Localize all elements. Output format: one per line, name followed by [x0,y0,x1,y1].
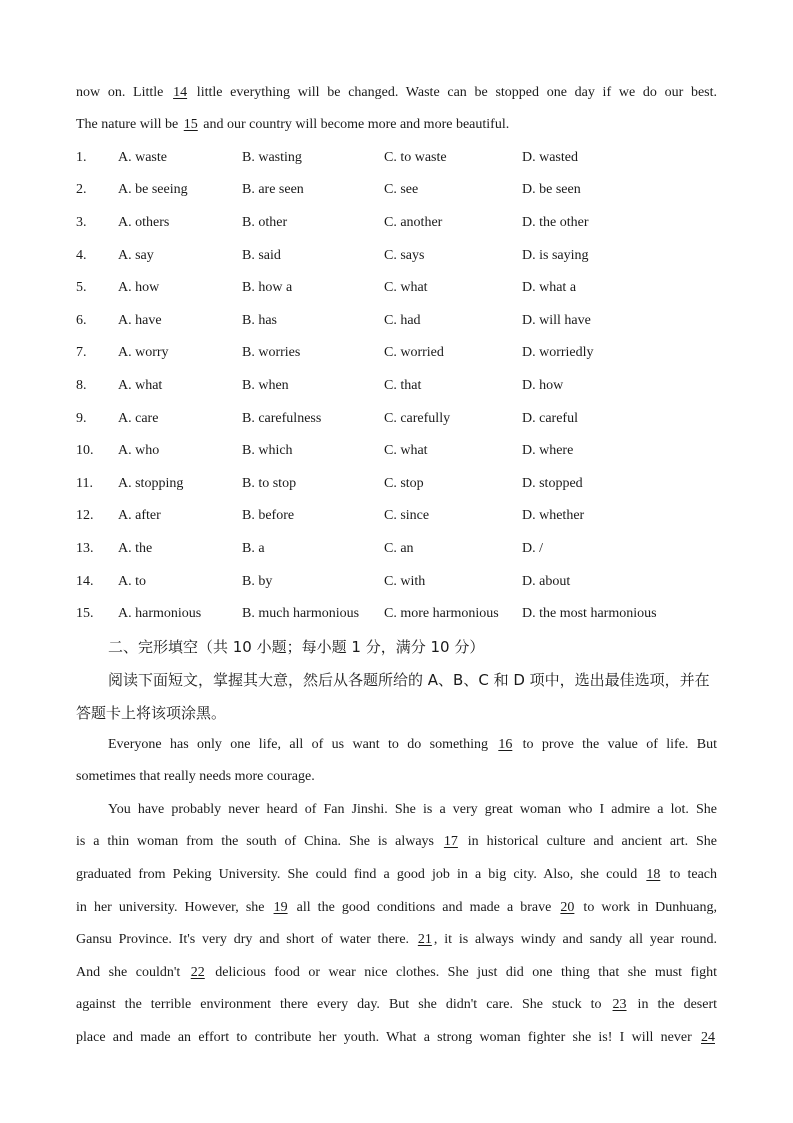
passage2-p2-line-7 [76,995,717,1015]
text-run: is a thin woman from the south of China. She is always [76,834,442,849]
blank-22: 22 [190,965,205,980]
passage2-p1-line-2: sometimes that really needs more courage. [76,769,315,784]
option-c: C. with [384,574,426,589]
passage1-line-1 [76,83,717,103]
option-c: C. had [384,313,421,328]
option-b: B. carefulness [242,411,322,426]
question-number: 9. [76,411,87,426]
option-b: B. other [242,215,288,230]
text-run: in her university. However, she [76,900,272,915]
option-a: A. who [118,443,160,458]
option-c: C. to waste [384,150,447,165]
option-a: A. waste [118,150,167,165]
option-b: B. said [242,248,281,263]
option-b: B. before [242,508,295,523]
question-number: 8. [76,378,87,393]
option-c: C. what [384,280,428,295]
question-number: 13. [76,541,94,556]
question-number: 3. [76,215,87,230]
option-d: D. what a [522,280,577,295]
option-d: D. will have [522,313,591,328]
passage1-line-2 [76,115,717,135]
text-run: And she couldn't [76,965,189,980]
option-b: B. how a [242,280,293,295]
option-b: B. wasting [242,150,302,165]
option-c: C. says [384,248,425,263]
option-a: A. after [118,508,161,523]
question-number: 1. [76,150,87,165]
option-c: C. that [384,378,422,393]
question-number: 15. [76,606,94,621]
question-number: 12. [76,508,94,523]
option-c: C. an [384,541,414,556]
text-run: graduated from Peking University. She could find a good job in a big city. Also, she could [76,867,645,882]
text-run: against the terrible environment there every day. But she didn't care. She stuck to [76,997,611,1012]
option-d: D. whether [522,508,585,523]
option-a: A. to [118,574,146,589]
text-run: to prove the value of life. But [514,737,717,752]
text-run: to teach [662,867,717,882]
option-a: A. worry [118,345,169,360]
option-d: D. stopped [522,476,583,491]
text-run: place and made an effort to contribute her youth. What a strong woman fighter she is! I will never [76,1030,699,1045]
option-b: B. much harmonious [242,606,360,621]
blank-23: 23 [612,997,627,1012]
option-d: D. the other [522,215,589,230]
option-c: C. carefully [384,411,451,426]
option-a: A. the [118,541,153,556]
passage2-p2-line-3 [76,865,717,885]
option-d: D. the most harmonious [522,606,657,621]
option-b: B. a [242,541,265,556]
text-run: The nature will be [76,117,182,132]
blank-21: 21 [417,932,432,947]
text-run: little everything will be changed. Waste can be stopped one day if we do our best. [189,85,718,100]
option-a: A. have [118,313,162,328]
option-d: D. about [522,574,571,589]
text-run: and our country will become more and more beautiful. [199,117,510,132]
option-c: C. since [384,508,430,523]
option-a: A. others [118,215,170,230]
option-b: B. to stop [242,476,297,491]
instruction-line-2: 答题卡上将该项涂黑。 [76,704,227,722]
question-number: 14. [76,574,94,589]
question-number: 6. [76,313,87,328]
option-a: A. be seeing [118,182,188,197]
option-a: A. how [118,280,160,295]
text-run: all the good conditions and made a brave [289,900,559,915]
passage2-p2-line-8 [76,1028,717,1048]
blank-16: 16 [498,737,513,752]
text-run: Gansu Province. It's very dry and short of water there. [76,932,416,947]
text-run: to work in Dunhuang, [576,900,717,915]
text-run: delicious food or wear nice clothes. She just did one thing that she must fight [206,965,717,980]
passage2-p2-line-4 [76,898,717,918]
option-d: D. how [522,378,564,393]
option-c: C. another [384,215,443,230]
passage2-p2-line-6 [76,963,717,983]
option-d: D. where [522,443,574,458]
blank-15: 15 [183,117,198,132]
option-d: D. be seen [522,182,581,197]
option-a: A. stopping [118,476,184,491]
option-a: A. what [118,378,163,393]
passage2-p2-line-5 [76,930,717,950]
blank-20: 20 [560,900,575,915]
option-c: C. worried [384,345,444,360]
option-c: C. stop [384,476,424,491]
question-number: 2. [76,182,87,197]
option-b: B. are seen [242,182,304,197]
option-a: A. care [118,411,159,426]
option-b: B. which [242,443,293,458]
option-a: A. say [118,248,154,263]
option-d: D. / [522,541,543,556]
instruction-line-1: 阅读下面短文，掌握其大意，然后从各题所给的 A、B、C 和 D 项中，选出最佳选项，并在 [108,671,710,689]
option-d: D. wasted [522,150,578,165]
text-run: Everyone has only one life, all of us want to do something [108,737,497,752]
blank-17: 17 [443,834,458,849]
blank-14: 14 [173,85,188,100]
option-c: C. see [384,182,419,197]
option-b: B. when [242,378,289,393]
option-d: D. worriedly [522,345,594,360]
passage2-p1-line-1 [76,735,717,755]
option-d: D. careful [522,411,578,426]
option-b: B. worries [242,345,301,360]
section-heading: 二、完形填空（共 10 小题；每小题 1 分，满分 10 分） [108,638,485,656]
text-run: now on. Little [76,85,172,100]
blank-18: 18 [646,867,661,882]
option-c: C. what [384,443,428,458]
blank-24: 24 [701,1030,715,1045]
question-number: 10. [76,443,94,458]
text-run: in historical culture and ancient art. She [459,834,717,849]
option-c: C. more harmonious [384,606,499,621]
passage2-p2-line-1: You have probably never heard of Fan Jinshi. She is a very great woman who I admire a lot. She [108,802,717,817]
question-number: 11. [76,476,93,491]
question-number: 4. [76,248,87,263]
option-a: A. harmonious [118,606,202,621]
passage2-p2-line-2 [76,832,717,852]
blank-19: 19 [273,900,288,915]
question-number: 5. [76,280,87,295]
question-number: 7. [76,345,87,360]
text-run: , it is always windy and sandy all year round. [433,932,717,947]
option-b: B. by [242,574,273,589]
option-b: B. has [242,313,277,328]
text-run: in the desert [628,997,718,1012]
option-d: D. is saying [522,248,589,263]
